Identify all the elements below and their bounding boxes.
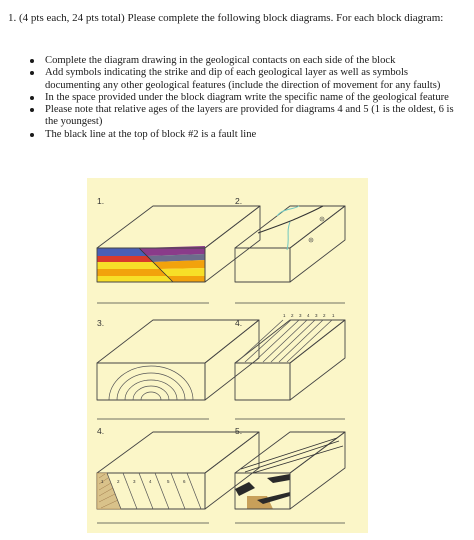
block-side-face: [290, 320, 345, 400]
diagram-label: 2.: [235, 196, 243, 206]
svg-text:2: 2: [291, 313, 294, 318]
folded-layers-front: [97, 246, 205, 282]
instruction-item: In the space provided under the block diagram write the specific name of the geological feature: [30, 92, 462, 104]
diagram-label: 5.: [235, 426, 243, 436]
instruction-item: Add symbols indicating the strike and dip of each geological layer as well as symbols documenting any other geological features (include the direction of movement for any faults): [30, 67, 462, 92]
instruction-list: [30, 55, 462, 141]
block-side-face: [205, 320, 259, 400]
svg-text:3: 3: [315, 313, 318, 318]
block-front-face: [235, 363, 290, 400]
svg-text:4: 4: [149, 479, 152, 484]
bullet-icon: [30, 71, 34, 75]
bullet-icon: [30, 96, 34, 100]
block-side-face: [205, 206, 260, 282]
block-side-face: [290, 432, 345, 509]
diagram-label: 4.: [97, 426, 105, 436]
svg-text:4: 4: [307, 313, 310, 318]
svg-text:2: 2: [117, 479, 120, 484]
diagram-label: 4.: [235, 318, 243, 328]
block-front-face: [97, 363, 205, 400]
unconformity-contacts: [241, 438, 343, 473]
question-title: 1. (4 pts each, 24 pts total) Please complete the following block diagrams. For each block diagram:: [8, 12, 444, 24]
svg-text:3: 3: [299, 313, 302, 318]
contact-line: [287, 222, 290, 250]
block-diagram-5: [235, 426, 345, 523]
diagram-label: 1.: [97, 196, 105, 206]
dipping-layer-contacts: [107, 473, 201, 509]
diagram-label: 3.: [97, 318, 105, 328]
block-diagram-4a: [235, 313, 345, 419]
svg-text:1: 1: [283, 313, 286, 318]
block-top-face: [97, 206, 260, 248]
svg-text:1: 1: [332, 313, 335, 318]
block-diagrams-figure: [87, 178, 368, 533]
instruction-item: Please note that relative ages of the layers are provided for diagrams 4 and 5 (1 is the oldest, 6 is the youngest): [30, 104, 462, 129]
front-face-layers: [235, 474, 290, 509]
fault-line: [258, 206, 323, 233]
instruction-item: Complete the diagram drawing in the geological contacts on each side of the block: [30, 55, 462, 67]
concentric-arc-layers: [109, 366, 193, 400]
block-diagram-1: [97, 196, 260, 303]
svg-text:5: 5: [167, 479, 170, 484]
svg-text:3: 3: [133, 479, 136, 484]
bullet-icon: [30, 59, 34, 63]
diagram-panel: [87, 178, 368, 533]
layer-age-labels: [283, 313, 335, 318]
svg-text:1: 1: [101, 479, 104, 484]
bullet-icon: [30, 108, 34, 112]
svg-text:2: 2: [323, 313, 326, 318]
bullet-icon: [30, 133, 34, 137]
svg-text:6: 6: [183, 479, 186, 484]
block-top-face: [97, 432, 259, 473]
instruction-item: The black line at the top of block #2 is a fault line: [30, 129, 462, 141]
